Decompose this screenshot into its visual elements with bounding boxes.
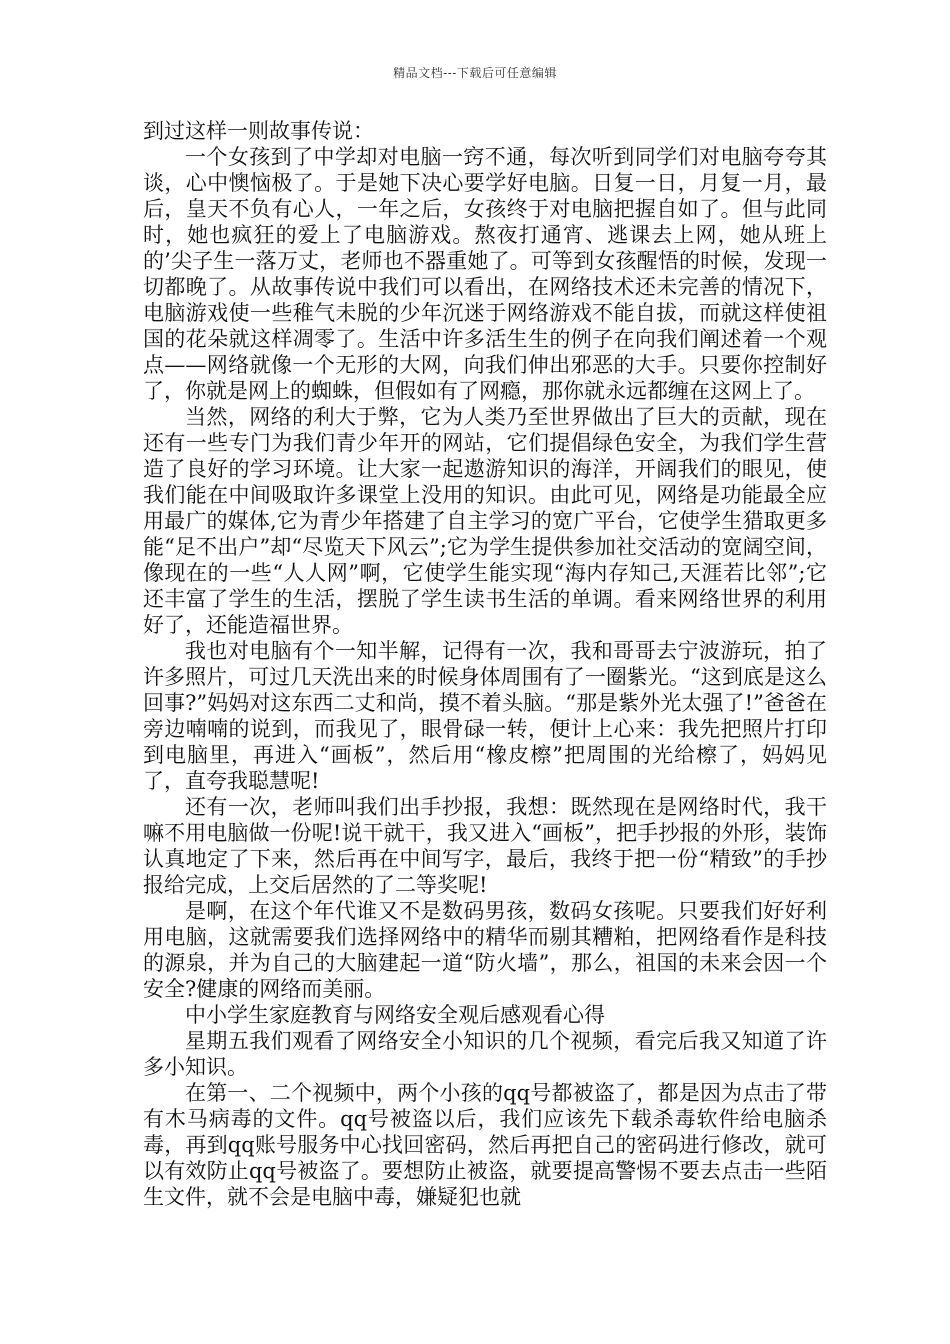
- paragraph-intro: 到过这样一则故事传说：: [143, 119, 374, 143]
- document-body: [143, 118, 827, 1210]
- paragraph-conclusion: 是啊，在这个年代谁又不是数码男孩，数码女孩呢。只要我们好好利用电脑，这就需要我们选择网络中的精华而剔其糟粕，把网络看作是科技的源泉，并为自己的大脑建起一道“防火墙”，那么，祖国的未来会因一个安全?健康的网络而美丽。: [143, 899, 827, 1001]
- page-header: 精品文档---下载后可任意编辑: [393, 66, 557, 80]
- paragraph-story: 一个女孩到了中学却对电脑一窍不通，每次听到同学们对电脑夸夸其谈，心中懊恼极了。于是她下决心要学好电脑。日复一日，月复一月，最后，皇天不负有心人，一年之后，女孩终于对电脑把握自如了。但与此同时，她也疯狂的爱上了电脑游戏。熬夜打通宵、逃课去上网，她从班上的’尖子生一落万丈，老师也不器重她了。可等到女孩醒悟的时候，发现一切都晚了。从故事传说中我们可以看出，在网络技术还未完善的情况下，电脑游戏使一些稚气未脱的少年沉迷于网络游戏不能自拔，而就这样使祖国的花朵就这样凋零了。生活中许多活生生的例子在向我们阐述着一个观点——网络就像一个无形的大网，向我们伸出邪恶的大手。只要你控制好了，你就是网上的蜘蛛，但假如有了网瘾，那你就永远都缠在这网上了。: [143, 145, 827, 403]
- paragraph-benefits: 当然，网络的利大于弊，它为人类乃至世界做出了巨大的贡献，现在还有一些专门为我们青少年开的网站，它们提倡绿色安全，为我们学生营造了良好的学习环境。让大家一起遨游知识的海洋，开阔我们的眼见，使我们能在中间吸取许多课堂上没用的知识。由此可见，网络是功能最全应用最广的媒体,它为青少年搭建了自主学习的宽广平台，它使学生猎取更多能“足不出户”却“尽览天下风云”;它为学生提供参加社交活动的宽阔空间，像现在的一些“人人网”啊，它使学生能实现“海内存知己,天涯若比邻”;它还丰富了学生的生活，摆脱了学生读书生活的单调。看来网络世界的利用好了，还能造福世界。: [143, 405, 827, 637]
- section-title: 中小学生家庭教育与网络安全观后感观看心得: [185, 1003, 605, 1027]
- paragraph-friday: 星期五我们观看了网络安全小知识的几个视频，看完后我又知道了许多小知识。: [143, 1029, 827, 1079]
- paragraph-qq: 在第一、二个视频中，两个小孩的qq号都被盗了，都是因为点击了带有木马病毒的文件。qq号被盗以后，我们应该先下载杀毒软件给电脑杀毒，再到qq账号服务中心找回密码，然后再把自己的密码进行修改，就可以有效防止qq号被盗了。要想防止被盗，就要提高警惕不要去点击一些陌生文件，就不会是电脑中毒，嫌疑犯也就: [143, 1081, 827, 1209]
- paragraph-photos: 我也对电脑有个一知半解，记得有一次，我和哥哥去宁波游玩，拍了许多照片，可过几天洗出来的时候身体周围有了一圈紫光。“这到底是这么回事?”妈妈对这东西二丈和尚，摸不着头脑。“那是紫外光太强了!”爸爸在旁边喃喃的说到，而我见了，眼骨碌一转，便计上心来：我先把照片打印到电脑里，再进入“画板”，然后用“橡皮檫”把周围的光给檫了，妈妈见了，直夸我聪慧呢!: [143, 639, 827, 793]
- paragraph-handout: 还有一次，老师叫我们出手抄报，我想：既然现在是网络时代，我干嘛不用电脑做一份呢!说干就干，我又进入“画板”，把手抄报的外形，装饰认真地定了下来，然后再在中间写字，最后，我终于把一份“精致”的手抄报给完成，上交后居然的了二等奖呢!: [143, 795, 827, 897]
